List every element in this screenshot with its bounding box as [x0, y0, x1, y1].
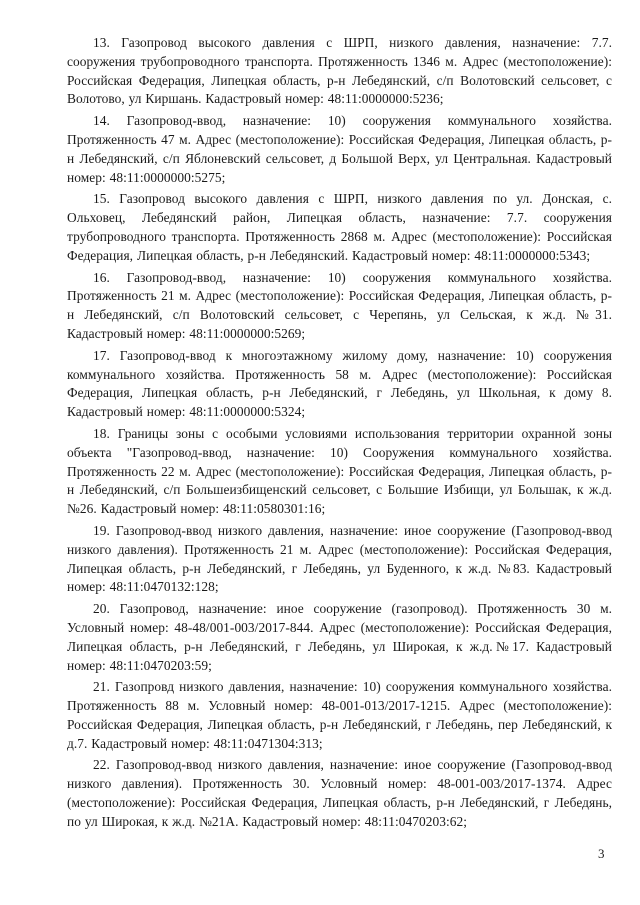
paragraph-item-17: 17. Газопровод-ввод к многоэтажному жилому дому, назначение: 10) сооружения коммунального хозяйства. Протяженность 58 м. Адрес (местоположение): Российская Федерация, Липецкая область, р-н Лебедянский, г Лебедянь, ул Школьная, к дому 8. Кадастровый номер: 48:11:0000000:5324; — [67, 347, 612, 420]
page-number: 3 — [598, 846, 605, 861]
paragraph-item-13: 13. Газопровод высокого давления с ШРП, низкого давления, назначение: 7.7. сооружения трубопроводного транспорта. Протяженность 1346 м. Адрес (местоположение): Российская Федерация, Липецкая область, р-н Лебедянский, с/п Волотовский сельсовет, с Волотово, ул Киршань. Кадастровый номер: 48:11:0000000:5236; — [67, 35, 612, 107]
paragraph-item-21: 21. Газопровд низкого давления, назначение: 10) сооружения коммунального хозяйства. Протяженность 88 м. Условный номер: 48-001-013/2017-1215. Адрес (местоположение): Российская Федерация, Липецкая область, р-н Лебедянский, г Лебедянь, пер Лебедянский, к д.7. Кадастровый номер: 48:11:0471304:313; — [67, 679, 612, 751]
document-body — [67, 34, 612, 835]
paragraph-item-15: 15. Газопровод высокого давления с ШРП, низкого давления по ул. Донская, с. Ольховец, Лебедянский район, Липецкая область, назначение: 7.7. сооружения трубопроводного транспорта. Протяженность 2868 м. Адрес (местоположение): Российская Федерация, Липецкая область, р-н Лебедянский. Кадастровый номер: 48:11:0000000:5343; — [67, 191, 612, 263]
paragraph-item-20: 20. Газопровод, назначение: иное сооружение (газопровод). Протяженность 30 м. Условный номер: 48-48/001-003/2017-844. Адрес (местоположение): Российская Федерация, Липецкая область, р-н Лебедянский, г Лебедянь, ул Широкая, к ж.д.№17. Кадастровый номер: 48:11:0470203:59; — [67, 601, 612, 673]
paragraph-item-14: 14. Газопровод-ввод, назначение: 10) сооружения коммунального хозяйства. Протяженность 47 м. Адрес (местоположение): Российская Федерация, Липецкая область, р-н Лебедянский, с/п Яблоневский сельсовет, д Большой Верх, ул Центральная. Кадастровый номер: 48:11:0000000:5275; — [67, 113, 612, 185]
paragraph-item-18: 18. Границы зоны с особыми условиями использования территории охранной зоны объекта "Газопровод-ввод, назначение: 10) Сооружения коммунального хозяйства. Протяженность 22 м. Адрес (местоположение): Российская Федерация, Липецкая область, р-н Лебедянский, с/п Большеизбищенский сельсовет, с Большие Избищи, ул Большак, к ж.д. №26. Кадастровый номер: 48:11:0580301:16; — [67, 425, 612, 517]
paragraph-item-19: 19. Газопровод-ввод низкого давления, назначение: иное сооружение (Газопровод-ввод низкого давления). Протяженность 21 м. Адрес (местоположение): Российская Федерация, Липецкая область, р-н Лебедянский, г Лебедянь, ул Буденного, к ж.д. №83. Кадастровый номер: 48:11:0470132:128; — [67, 522, 612, 595]
paragraph-item-16: 16. Газопровод-ввод, назначение: 10) сооружения коммунального хозяйства. Протяженность 21 м. Адрес (местоположение): Российская Федерация, Липецкая область, р-н Лебедянский, с/п Волотовский сельсовет, с Черепянь, ул Сельская, к ж.д. №31. Кадастровый номер: 48:11:0000000:5269; — [67, 269, 612, 341]
paragraph-item-22: 22. Газопровод-ввод низкого давления, назначение: иное сооружение (Газопровод-ввод низкого давления). Протяженность 30. Условный номер: 48-001-003/2017-1374. Адрес (местоположение): Российская Федерация, Липецкая область, р-н Лебедянский, г Лебедянь, по ул Широкая, к ж.д. №21А. Кадастровый номер: 48:11:0470203:62; — [67, 757, 612, 829]
